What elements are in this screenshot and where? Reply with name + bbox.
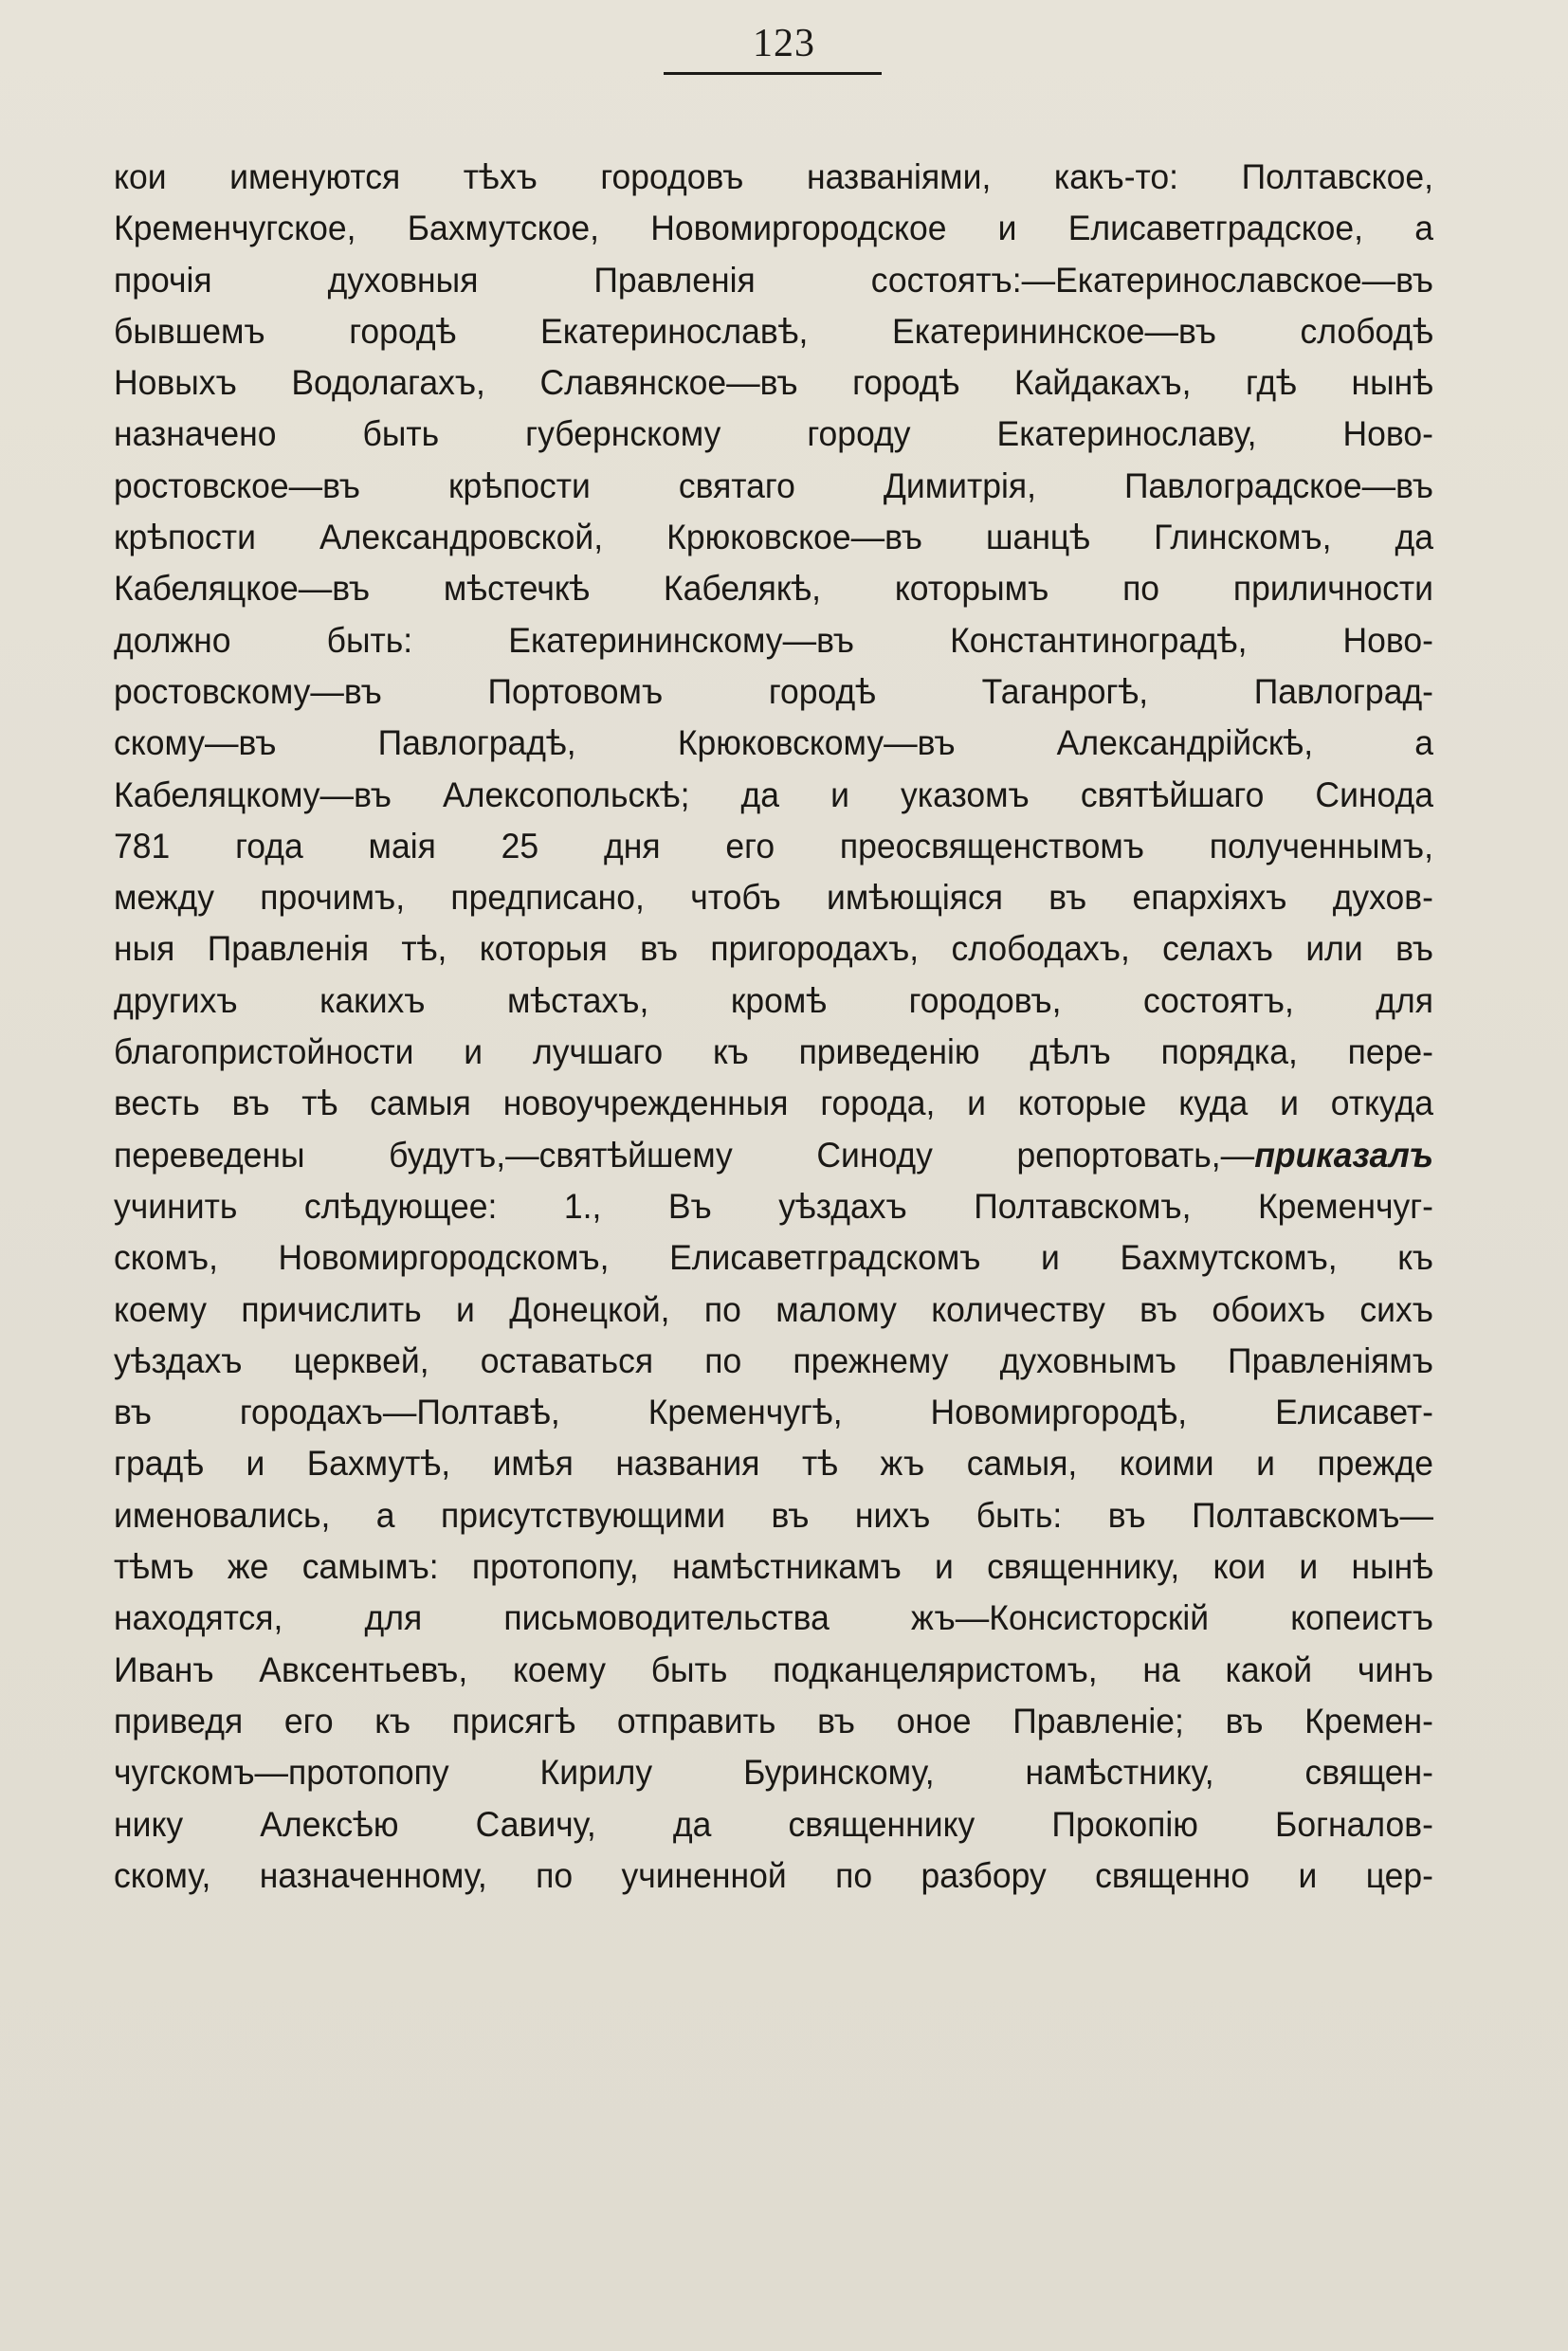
text-line: благопристойности и лучшаго къ приведенію дѣлъ порядка, пере- [114, 1032, 1433, 1072]
text-line: находятся, для письмоводительства жъ—Консисторскій копеистъ [114, 1598, 1433, 1638]
text-line: между прочимъ, предписано, чтобъ имѣющіяся въ епархіяхъ духов- [114, 878, 1433, 918]
text-line: уѣздахъ церквей, оставаться по прежнему духовнымъ Правленіямъ [114, 1340, 1433, 1380]
text-line: скому—въ Павлоградѣ, Крюковскому—въ Александрійскѣ, а [114, 723, 1433, 763]
text-line: тѣмъ же самымъ: протопопу, намѣстникамъ и священнику, кои и нынѣ [114, 1547, 1433, 1587]
text-line: другихъ какихъ мѣстахъ, кромѣ городовъ, состоятъ, для [114, 980, 1433, 1020]
text-line: Новыхъ Водолагахъ, Славянское—въ городѣ Кайдакахъ, гдѣ нынѣ [114, 363, 1433, 403]
text-line: 781 года маія 25 дня его преосвященствомъ полученнымъ, [114, 826, 1433, 866]
text-line-with-emphasis [114, 1130, 1433, 1181]
text-line: весть въ тѣ самыя новоучрежденныя города, и которые куда и откуда [114, 1084, 1433, 1123]
text-line-part: переведены будутъ,—святѣйшему Синоду репортовать,— [114, 1135, 1255, 1175]
text-line: Кабеляцкому—въ Алексопольскѣ; да и указомъ святѣйшаго Синода [114, 775, 1433, 814]
text-line: Иванъ Авксентьевъ, коему быть подканцеляристомъ, на какой чинъ [114, 1649, 1433, 1689]
text-line: кои именуются тѣхъ городовъ названіями, какъ-то: Полтавское, [114, 157, 1433, 196]
text-line: скомъ, Новомиргородскомъ, Елисаветградскомъ и Бахмутскомъ, къ [114, 1238, 1433, 1278]
text-line: прочія духовныя Правленія состоятъ:—Екатеринославское—въ [114, 260, 1433, 300]
text-line: чугскомъ—протопопу Кирилу Буринскому, намѣстнику, священ- [114, 1753, 1433, 1793]
body-text [114, 152, 1433, 1902]
text-line: градѣ и Бахмутѣ, имѣя названия тѣ жъ самыя, коими и прежде [114, 1444, 1433, 1484]
text-line: Кабеляцкое—въ мѣстечкѣ Кабелякѣ, которымъ по приличности [114, 569, 1433, 609]
header-rule [664, 72, 882, 75]
text-line: коему причислить и Донецкой, по малому количеству въ обоихъ сихъ [114, 1289, 1433, 1329]
text-line: должно быть: Екатерининскому—въ Константиноградѣ, Ново- [114, 620, 1433, 660]
text-line: именовались, а присутствующими въ нихъ быть: въ Полтавскомъ— [114, 1495, 1433, 1535]
text-line: скому, назначенному, по учиненной по разбору священно и цер- [114, 1855, 1433, 1895]
text-line: ростовскому—въ Портовомъ городѣ Таганрогѣ, Павлоград- [114, 671, 1433, 711]
page-number: 123 [753, 22, 815, 65]
text-line: нику Алексѣю Савичу, да священнику Прокопію Богналов- [114, 1804, 1433, 1844]
text-line: Кременчугское, Бахмутское, Новомиргородское и Елисаветградское, а [114, 209, 1433, 248]
text-line: приведя его къ присягѣ отправить въ оное Правленіе; въ Кремен- [114, 1701, 1433, 1740]
text-line: учинить слѣдующее: 1., Въ уѣздахъ Полтавскомъ, Кременчуг- [114, 1186, 1433, 1226]
text-line: ростовское—въ крѣпости святаго Димитрія, Павлоградское—въ [114, 465, 1433, 505]
text-line: ныя Правленія тѣ, которыя въ пригородахъ, слободахъ, селахъ или въ [114, 929, 1433, 969]
text-line: назначено быть губернскому городу Екатеринославу, Ново- [114, 414, 1433, 454]
text-line: бывшемъ городѣ Екатеринославѣ, Екатерининское—въ слободѣ [114, 311, 1433, 351]
text-line: крѣпости Александровской, Крюковское—въ шанцѣ Глинскомъ, да [114, 518, 1433, 557]
emphasized-word: приказалъ [1254, 1135, 1433, 1175]
text-line: въ городахъ—Полтавѣ, Кременчугѣ, Новомиргородѣ, Елисавет- [114, 1393, 1433, 1432]
